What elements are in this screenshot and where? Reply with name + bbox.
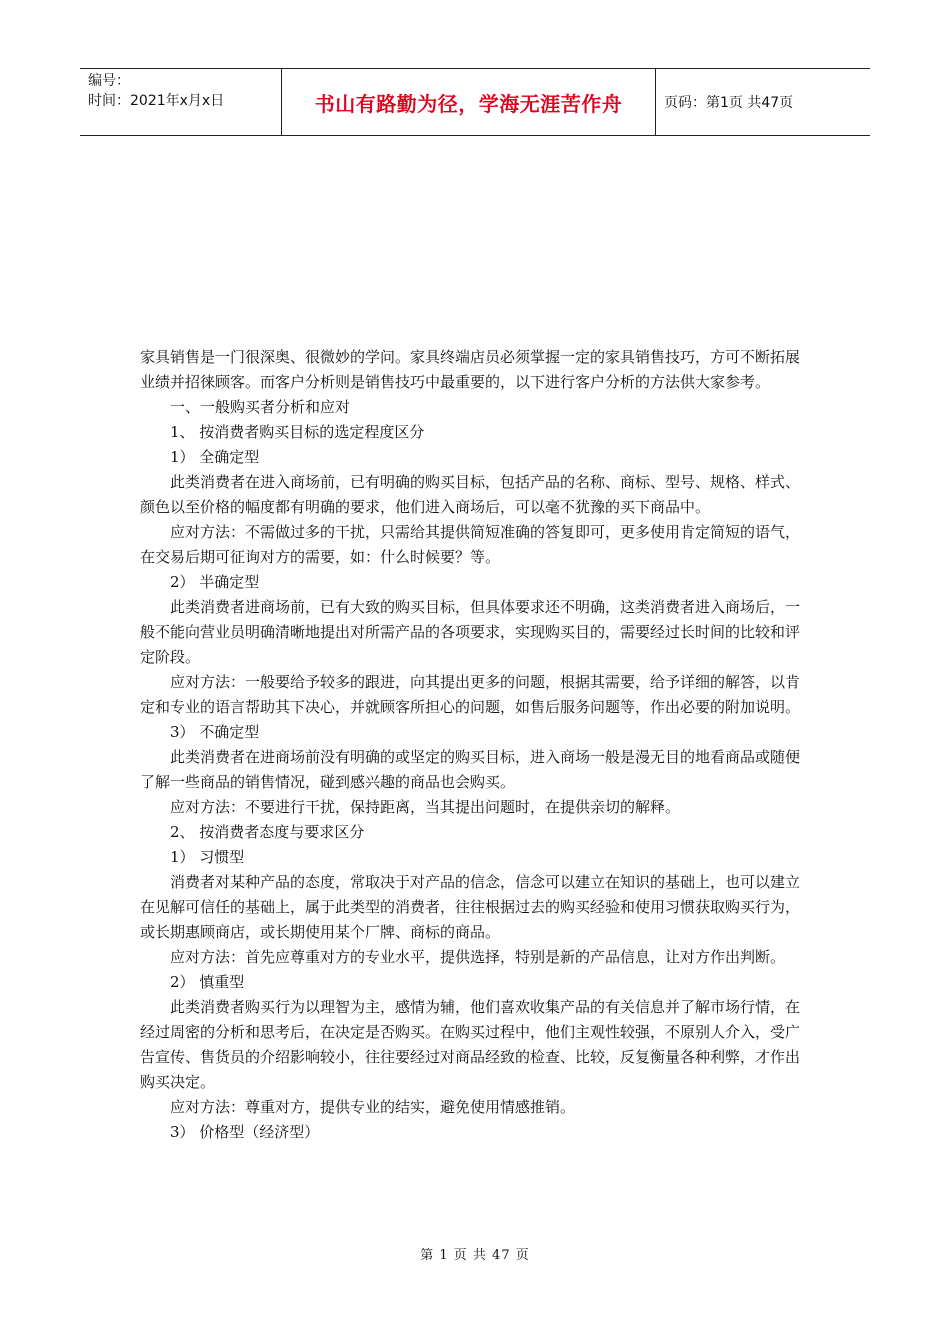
section-heading: 一、一般购买者分析和应对 <box>170 398 351 416</box>
subsection-heading: 1、 按消费者购买目标的选定程度区分 <box>170 423 425 441</box>
strategy-paragraph: 应对方法：不要进行干扰，保持距离，当其提出问题时，在提供亲切的解释。 <box>170 798 681 816</box>
type-heading: 3） 不确定型 <box>170 723 260 741</box>
header-meta <box>80 69 282 135</box>
strategy-paragraph: 应对方法：尊重对方，提供专业的结实，避免使用情感推销。 <box>170 1098 576 1116</box>
type-heading: 2） 半确定型 <box>170 573 260 591</box>
type-heading: 1） 习惯型 <box>170 848 245 866</box>
strategy-paragraph: 应对方法：不需做过多的干扰，只需给其提供简短准确的答复即可，更多使用肯定简短的语气，在交易后期可征询对方的需要，如：什么时候要？等。 <box>140 523 801 566</box>
body-paragraph: 此类消费者在进入商场前，已有明确的购买目标，包括产品的名称、商标、型号、规格、样式、颜色以至价格的幅度都有明确的要求，他们进入商场后，可以毫不犹豫的买下商品中。 <box>140 473 801 516</box>
page-header <box>80 68 870 136</box>
subsection-heading: 2、 按消费者态度与要求区分 <box>170 823 365 841</box>
header-page-code: 页码：第1页 共47页 <box>664 95 794 111</box>
type-heading: 3） 价格型（经济型） <box>170 1123 320 1141</box>
document-number-label: 编号： <box>88 73 130 89</box>
header-motto: 书山有路勤为径，学海无涯苦作舟 <box>282 69 656 135</box>
body-paragraph: 此类消费者在进商场前没有明确的或坚定的购买目标，进入商场一般是漫无目的地看商品或随便了解一些商品的销售情况，碰到感兴趣的商品也会购买。 <box>140 748 801 791</box>
intro-paragraph: 家具销售是一门很深奥、很微妙的学问。家具终端店员必须掌握一定的家具销售技巧，方可不断拓展业绩并招徕顾客。而客户分析则是销售技巧中最重要的，以下进行客户分析的方法供大家参考。 <box>140 348 801 391</box>
body-paragraph: 消费者对某种产品的态度，常取决于对产品的信念，信念可以建立在知识的基础上，也可以建立在见解可信任的基础上，属于此类型的消费者，往往根据过去的购买经验和使用习惯获取购买行为，或长期惠顾商店，或长期使用某个厂牌、商标的商品。 <box>140 873 801 941</box>
type-heading: 1） 全确定型 <box>170 448 260 466</box>
document-date: 时间：2021年x月x日 <box>88 93 225 109</box>
body-paragraph: 此类消费者进商场前，已有大致的购买目标，但具体要求还不明确，这类消费者进入商场后，一般不能向营业员明确清晰地提出对所需产品的各项要求，实现购买目的，需要经过长时间的比较和评定阶段。 <box>140 598 801 666</box>
document-body <box>140 345 812 1145</box>
type-heading: 2） 慎重型 <box>170 973 245 991</box>
page-footer: 第 1 页 共 47 页 <box>420 1248 530 1263</box>
strategy-paragraph: 应对方法：首先应尊重对方的专业水平，提供选择，特别是新的产品信息，让对方作出判断。 <box>170 948 786 966</box>
body-paragraph: 此类消费者购买行为以理智为主，感情为辅，他们喜欢收集产品的有关信息并了解市场行情，在经过周密的分析和思考后，在决定是否购买。在购买过程中，他们主观性较强，不原别人介入，受广告宣传、售货员的介绍影响较小，往往要经过对商品经致的检查、比较，反复衡量各种利弊，才作出购买决定。 <box>140 998 801 1091</box>
strategy-paragraph: 应对方法：一般要给予较多的跟进，向其提出更多的问题，根据其需要，给予详细的解答，以肯定和专业的语言帮助其下决心，并就顾客所担心的问题，如售后服务问题等，作出必要的附加说明。 <box>140 673 801 716</box>
